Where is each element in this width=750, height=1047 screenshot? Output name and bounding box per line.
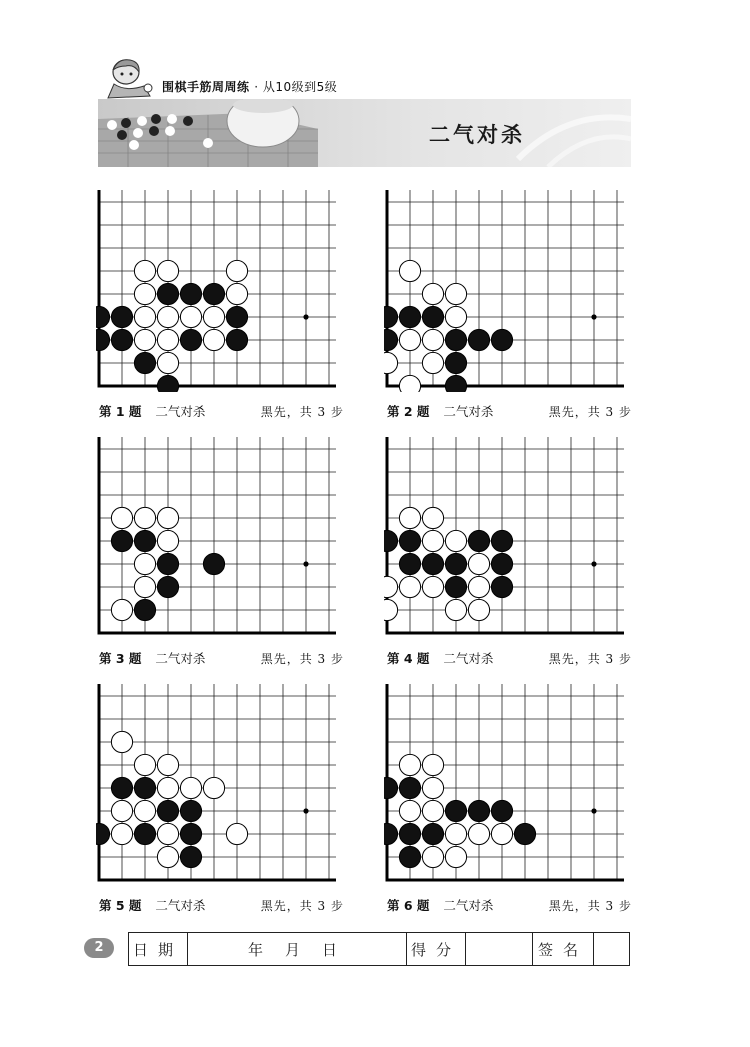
white-stone <box>134 553 155 574</box>
white-stone <box>491 823 512 844</box>
white-stone <box>111 599 132 620</box>
white-stone <box>111 507 132 528</box>
white-stone <box>422 530 443 551</box>
black-stone <box>134 823 155 844</box>
white-stone <box>468 576 489 597</box>
white-stone <box>157 507 178 528</box>
star-point <box>303 314 308 319</box>
star-point <box>591 808 596 813</box>
black-stone <box>422 306 443 327</box>
white-stone <box>422 507 443 528</box>
white-stone <box>134 283 155 304</box>
white-stone <box>399 507 420 528</box>
black-stone <box>157 283 178 304</box>
white-stone <box>157 352 178 373</box>
problem-6-topic: 二气对杀 <box>443 898 494 913</box>
page-number-badge: 2 <box>84 938 114 958</box>
problem-4-instruction: 黑先，共 3 步 <box>548 652 632 666</box>
black-stone <box>468 800 489 821</box>
problem-6-label: 第 6 题 <box>387 898 430 913</box>
white-stone <box>422 576 443 597</box>
white-stone <box>111 800 132 821</box>
problem-5-topic: 二气对杀 <box>155 898 206 913</box>
year-label: 年 <box>248 940 264 959</box>
white-stone <box>134 800 155 821</box>
white-stone <box>180 777 201 798</box>
white-stone <box>134 754 155 775</box>
go-board-5 <box>96 684 350 886</box>
white-stone <box>157 823 178 844</box>
black-stone <box>226 306 247 327</box>
white-stone <box>445 823 466 844</box>
white-stone <box>445 599 466 620</box>
white-stone <box>468 599 489 620</box>
problem-2-caption <box>387 402 493 420</box>
black-stone <box>445 375 466 392</box>
problem-1-topic: 二气对杀 <box>155 404 206 419</box>
white-stone <box>422 777 443 798</box>
star-point <box>303 561 308 566</box>
black-stone <box>96 329 110 350</box>
black-stone <box>384 777 398 798</box>
white-stone <box>203 306 224 327</box>
black-stone <box>384 530 398 551</box>
black-stone <box>111 306 132 327</box>
white-stone <box>399 260 420 281</box>
record-table <box>128 932 630 966</box>
black-stone <box>422 823 443 844</box>
black-stone <box>384 823 398 844</box>
level-range: · 从10级到5级 <box>254 80 338 94</box>
black-stone <box>399 777 420 798</box>
black-stone <box>180 823 201 844</box>
black-stone <box>445 352 466 373</box>
problem-1-caption <box>99 402 205 420</box>
white-stone <box>445 306 466 327</box>
white-stone <box>157 530 178 551</box>
problem-6-caption <box>387 896 493 914</box>
problem-1-label: 第 1 题 <box>99 404 142 419</box>
white-stone <box>399 576 420 597</box>
mascot-illustration <box>104 56 160 100</box>
white-stone <box>445 283 466 304</box>
problem-4-caption <box>387 649 493 667</box>
white-stone <box>134 260 155 281</box>
problem-3-instruction: 黑先，共 3 步 <box>260 652 344 666</box>
white-stone <box>422 283 443 304</box>
black-stone <box>226 329 247 350</box>
score-label: 得分 <box>407 933 466 966</box>
black-stone <box>422 553 443 574</box>
series-title: 围棋手筋周周练 · 从10级到5级 <box>162 80 338 94</box>
white-stone <box>203 329 224 350</box>
white-stone <box>384 352 398 373</box>
white-stone <box>157 329 178 350</box>
date-field[interactable] <box>188 933 407 966</box>
go-board-6 <box>384 684 638 886</box>
black-stone <box>180 283 201 304</box>
white-stone <box>226 260 247 281</box>
problem-2-instruction: 黑先，共 3 步 <box>548 405 632 419</box>
star-point <box>303 808 308 813</box>
problem-5-instruction: 黑先，共 3 步 <box>260 899 344 913</box>
black-stone <box>157 576 178 597</box>
white-stone <box>134 507 155 528</box>
go-board-4 <box>384 437 638 639</box>
star-point <box>591 561 596 566</box>
black-stone <box>111 329 132 350</box>
white-stone <box>468 553 489 574</box>
white-stone <box>180 306 201 327</box>
black-stone <box>384 306 398 327</box>
white-stone <box>226 283 247 304</box>
problem-4-topic: 二气对杀 <box>443 651 494 666</box>
black-stone <box>180 329 201 350</box>
black-stone <box>96 306 110 327</box>
black-stone <box>134 777 155 798</box>
white-stone <box>422 846 443 867</box>
white-stone <box>399 800 420 821</box>
date-label: 日期 <box>129 933 188 966</box>
black-stone <box>134 352 155 373</box>
problem-5-caption <box>99 896 205 914</box>
black-stone <box>180 800 201 821</box>
black-stone <box>491 553 512 574</box>
black-stone <box>491 576 512 597</box>
go-board-2 <box>384 190 638 392</box>
star-point <box>591 314 596 319</box>
black-stone <box>445 576 466 597</box>
white-stone <box>111 823 132 844</box>
white-stone <box>399 329 420 350</box>
signature-field[interactable] <box>594 933 630 966</box>
black-stone <box>203 283 224 304</box>
black-stone <box>491 329 512 350</box>
black-stone <box>384 329 398 350</box>
black-stone <box>134 530 155 551</box>
black-stone <box>445 553 466 574</box>
black-stone <box>491 530 512 551</box>
problem-1-instruction: 黑先，共 3 步 <box>260 405 344 419</box>
white-stone <box>445 846 466 867</box>
black-stone <box>468 530 489 551</box>
black-stone <box>491 800 512 821</box>
black-stone <box>157 375 178 392</box>
white-stone <box>384 576 398 597</box>
white-stone <box>157 260 178 281</box>
black-stone <box>399 306 420 327</box>
white-stone <box>445 530 466 551</box>
problem-3-label: 第 3 题 <box>99 651 142 666</box>
banner-board-photo <box>98 99 631 167</box>
white-stone <box>468 823 489 844</box>
black-stone <box>203 553 224 574</box>
month-label: 月 <box>285 940 301 959</box>
white-stone <box>226 823 247 844</box>
black-stone <box>399 823 420 844</box>
white-stone <box>203 777 224 798</box>
white-stone <box>399 375 420 392</box>
black-stone <box>445 329 466 350</box>
black-stone <box>134 599 155 620</box>
white-stone <box>134 306 155 327</box>
black-stone <box>399 553 420 574</box>
black-stone <box>157 800 178 821</box>
go-board-3 <box>96 437 350 639</box>
problem-6-instruction: 黑先，共 3 步 <box>548 899 632 913</box>
problem-3-caption <box>99 649 205 667</box>
white-stone <box>422 754 443 775</box>
problem-2-topic: 二气对杀 <box>443 404 494 419</box>
white-stone <box>422 329 443 350</box>
white-stone <box>157 306 178 327</box>
problem-3-topic: 二气对杀 <box>155 651 206 666</box>
white-stone <box>157 777 178 798</box>
black-stone <box>399 846 420 867</box>
problem-4-label: 第 4 题 <box>387 651 430 666</box>
white-stone <box>422 352 443 373</box>
go-board-1 <box>96 190 350 392</box>
white-stone <box>111 731 132 752</box>
black-stone <box>111 530 132 551</box>
black-stone <box>96 823 110 844</box>
black-stone <box>157 553 178 574</box>
white-stone <box>134 576 155 597</box>
white-stone <box>157 846 178 867</box>
problem-5-label: 第 5 题 <box>99 898 142 913</box>
white-stone <box>157 754 178 775</box>
black-stone <box>514 823 535 844</box>
black-stone <box>468 329 489 350</box>
chapter-title: 二气对杀 <box>429 123 525 147</box>
black-stone <box>445 800 466 821</box>
day-label: 日 <box>322 940 338 959</box>
problem-2-label: 第 2 题 <box>387 404 430 419</box>
signature-label: 签名 <box>533 933 594 966</box>
black-stone <box>180 846 201 867</box>
white-stone <box>134 329 155 350</box>
black-stone <box>399 530 420 551</box>
score-field[interactable] <box>466 933 533 966</box>
chapter-banner <box>98 99 631 167</box>
black-stone <box>111 777 132 798</box>
white-stone <box>384 599 398 620</box>
white-stone <box>422 800 443 821</box>
white-stone <box>399 754 420 775</box>
